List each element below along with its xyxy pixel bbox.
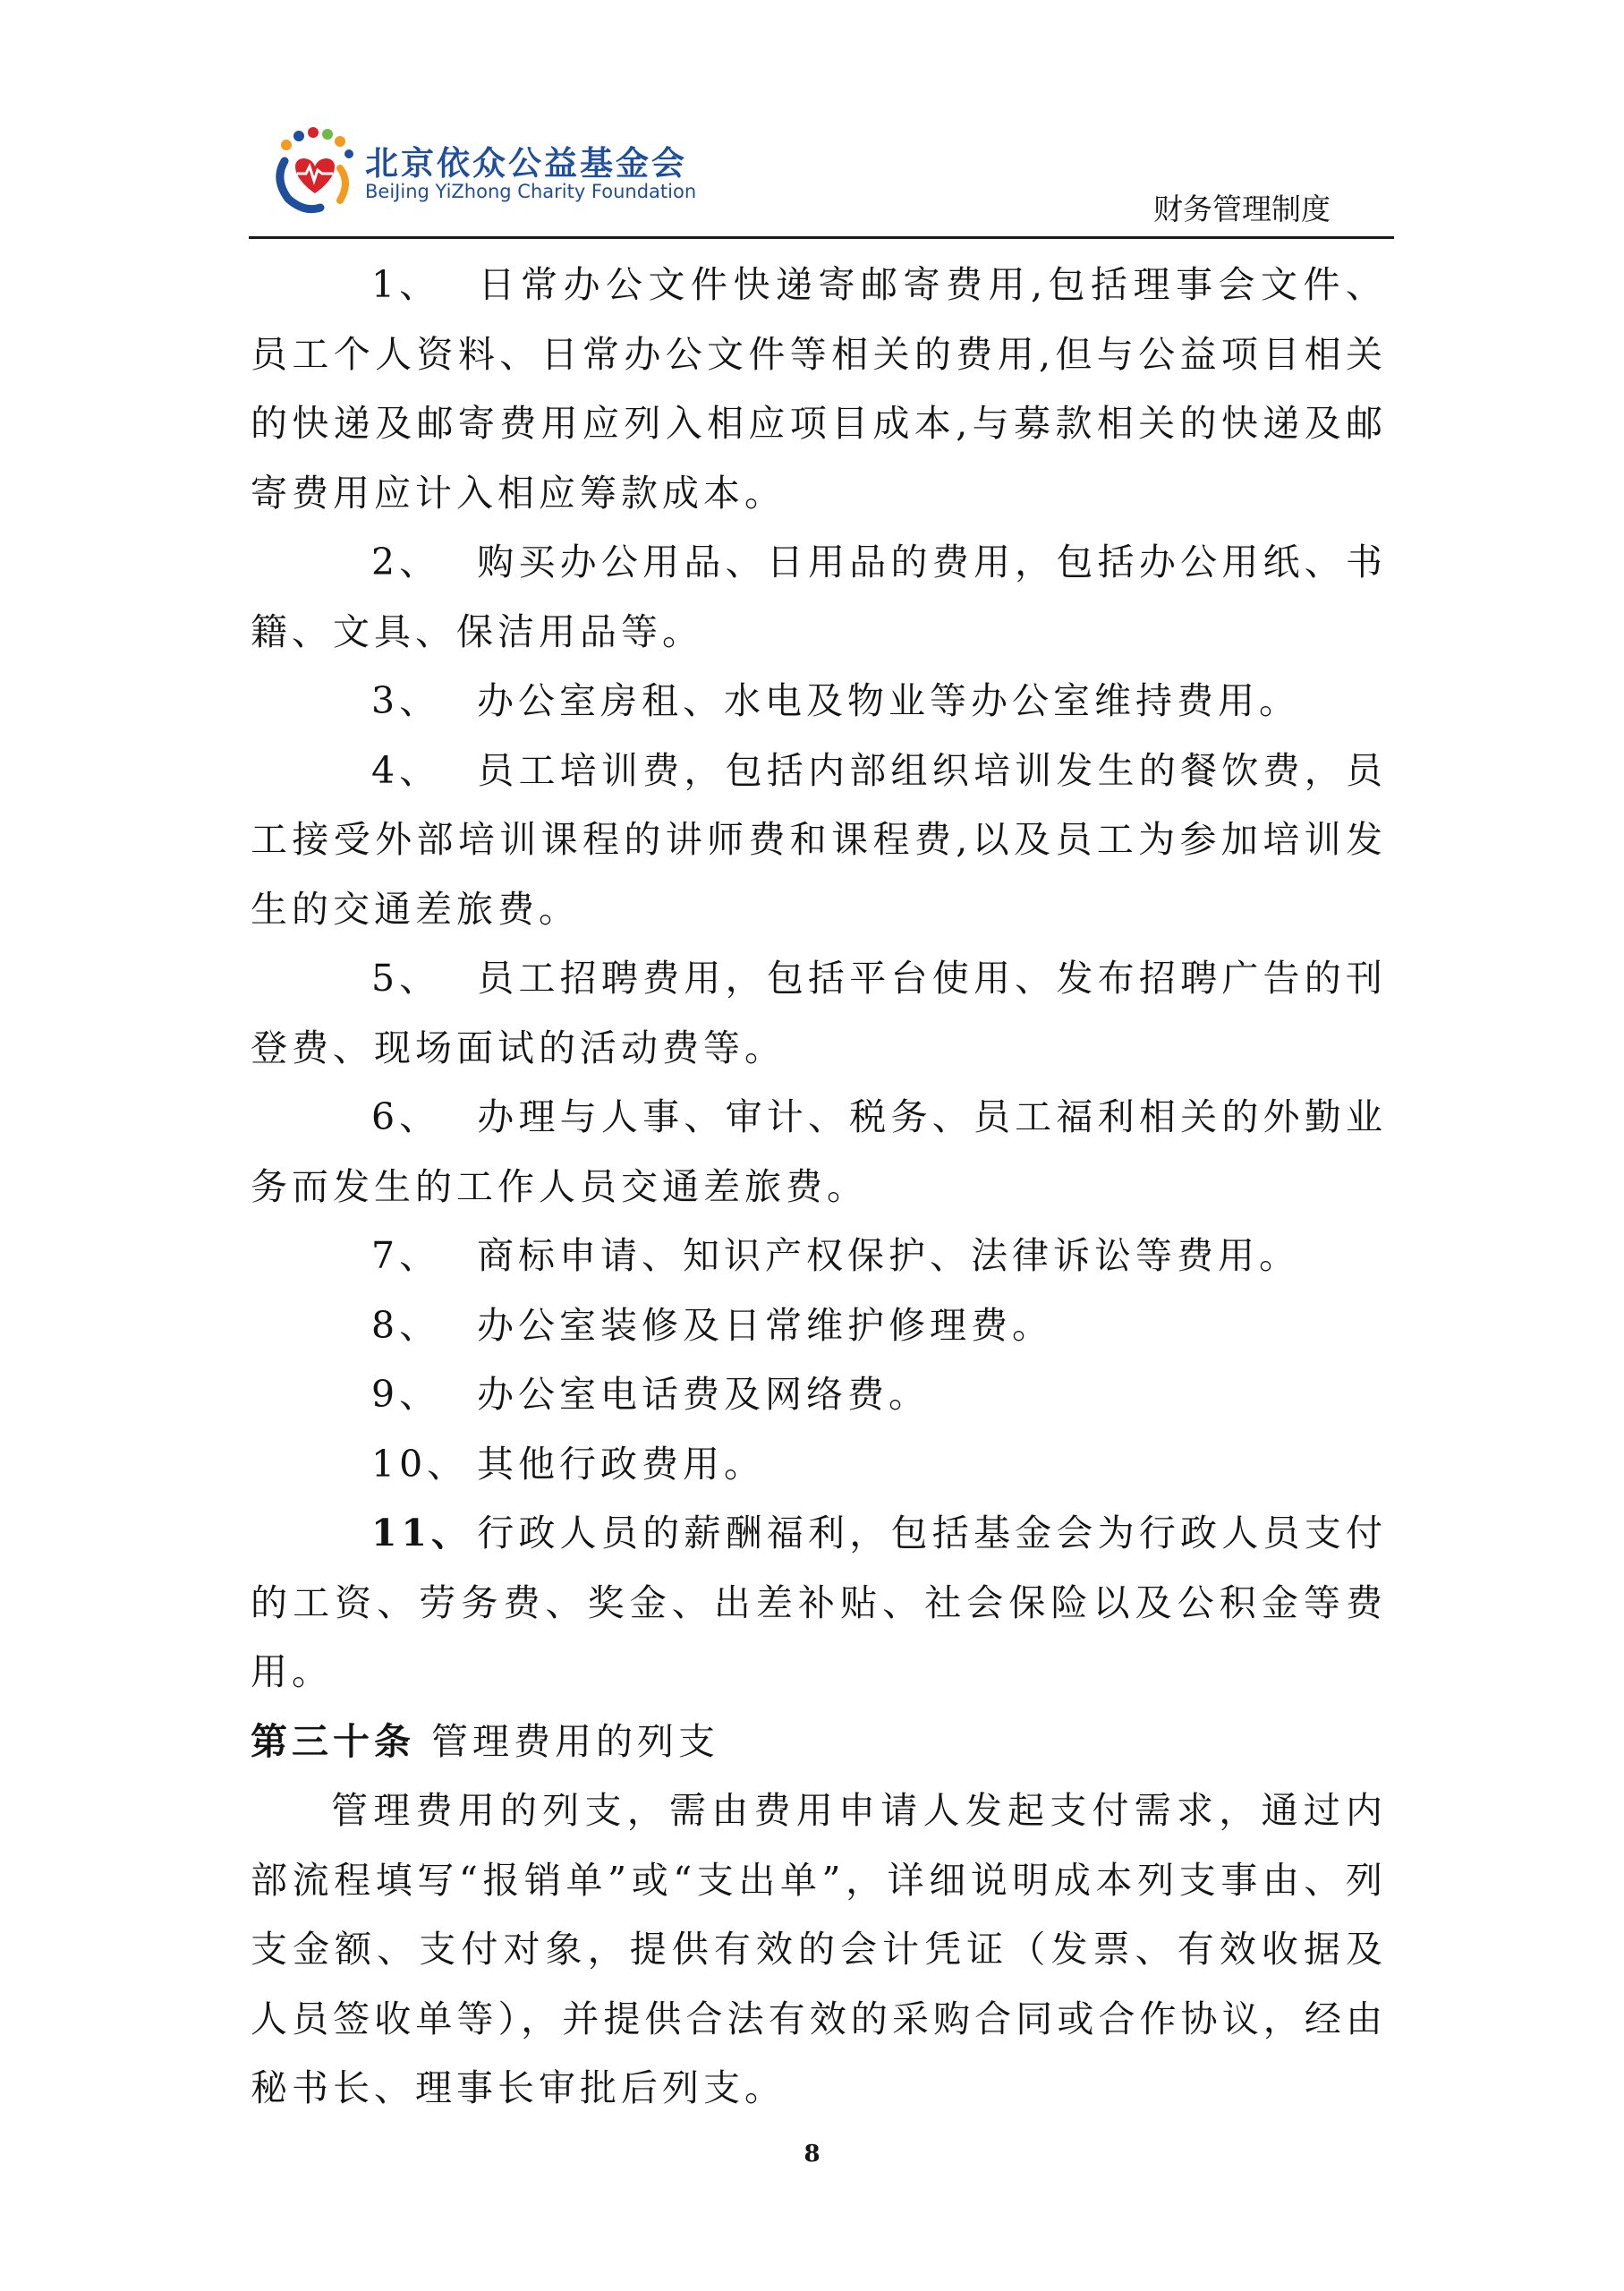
article-heading: [251, 1708, 1387, 1777]
item-number: 4、: [371, 748, 441, 792]
item-text: 员工招聘费用，包括平台使用、发布招聘广告的刊登费、现场面试的活动费等。: [251, 957, 1387, 1069]
item-text: 商标申请、知识产权保护、法律诉讼等费用。: [477, 1234, 1300, 1277]
item-number: 5、: [371, 957, 441, 1000]
item-text: 员工培训费，包括内部组织培训发生的餐饮费，员工接受外部培训课程的讲师费和课程费,以及员工为参加培训发生的交通差旅费。: [251, 748, 1387, 931]
item-text: 办公室装修及日常维护修理费。: [477, 1303, 1053, 1347]
item-number: 1、: [371, 263, 441, 306]
list-item: [251, 737, 1387, 945]
item-text: 日常办公文件快递寄邮寄费用,包括理事会文件、员工个人资料、日常办公文件等相关的费用,但与公益项目相关的快递及邮寄费用应列入相应项目成本,与募款相关的快递及邮寄费用应计入相应筹款成本。: [251, 263, 1387, 515]
item-number: 3、: [371, 679, 441, 722]
foundation-logo: [268, 125, 367, 215]
list-item: [251, 1222, 1387, 1291]
list-item: [251, 528, 1387, 667]
document-title: 财务管理制度: [1153, 192, 1331, 226]
item-text: 办理与人事、审计、税务、员工福利相关的外勤业务而发生的工作人员交通差旅费。: [251, 1095, 1387, 1208]
item-text: 购买办公用品、日用品的费用，包括办公用纸、书籍、文具、保洁用品等。: [251, 541, 1387, 653]
page-number: 8: [803, 2141, 821, 2168]
item-number: 8、: [371, 1303, 441, 1347]
item-text: 其他行政费用。: [477, 1442, 765, 1486]
item-number: 2、: [371, 541, 441, 583]
list-item: [251, 1083, 1387, 1222]
list-item: [251, 1291, 1387, 1361]
item-text: 办公室电话费及网络费。: [477, 1373, 930, 1416]
article-title: 管理费用的列支: [431, 1719, 720, 1763]
article-label: 第三十条: [251, 1719, 415, 1763]
item-text: 行政人员的薪酬福利，包括基金会为行政人员支付的工资、劳务费、奖金、出差补贴、社会保险以及公积金等费用。: [251, 1512, 1387, 1693]
list-item: [251, 1360, 1387, 1430]
list-item: [251, 1430, 1387, 1500]
org-name-en: BeiJing YiZhong Charity Foundation: [365, 181, 697, 202]
item-number: 11、: [371, 1512, 473, 1554]
list-item: [251, 1499, 1387, 1708]
item-number: 9、: [371, 1373, 441, 1416]
article-body: 管理费用的列支，需由费用申请人发起支付需求，通过内部流程填写“报销单”或“支出单”，详细说明成本列支事由、列支金额、支付对象，提供有效的会计凭证（发票、有效收据及人员签收单等），并提供合法有效的采购合同或合作协议，经由秘书长、理事长审批后列支。: [251, 1789, 1387, 2109]
item-number: 6、: [371, 1095, 441, 1138]
list-item: [251, 944, 1387, 1083]
header-divider: [249, 236, 1394, 239]
list-item: [251, 667, 1387, 737]
item-number: 10、: [371, 1442, 469, 1486]
list-item: [251, 251, 1387, 528]
item-number: 7、: [371, 1234, 441, 1277]
item-text: 办公室房租、水电及物业等办公室维持费用。: [477, 679, 1300, 722]
document-body: [251, 251, 1387, 2124]
org-name-cn: 北京依众公益基金会: [365, 144, 687, 183]
